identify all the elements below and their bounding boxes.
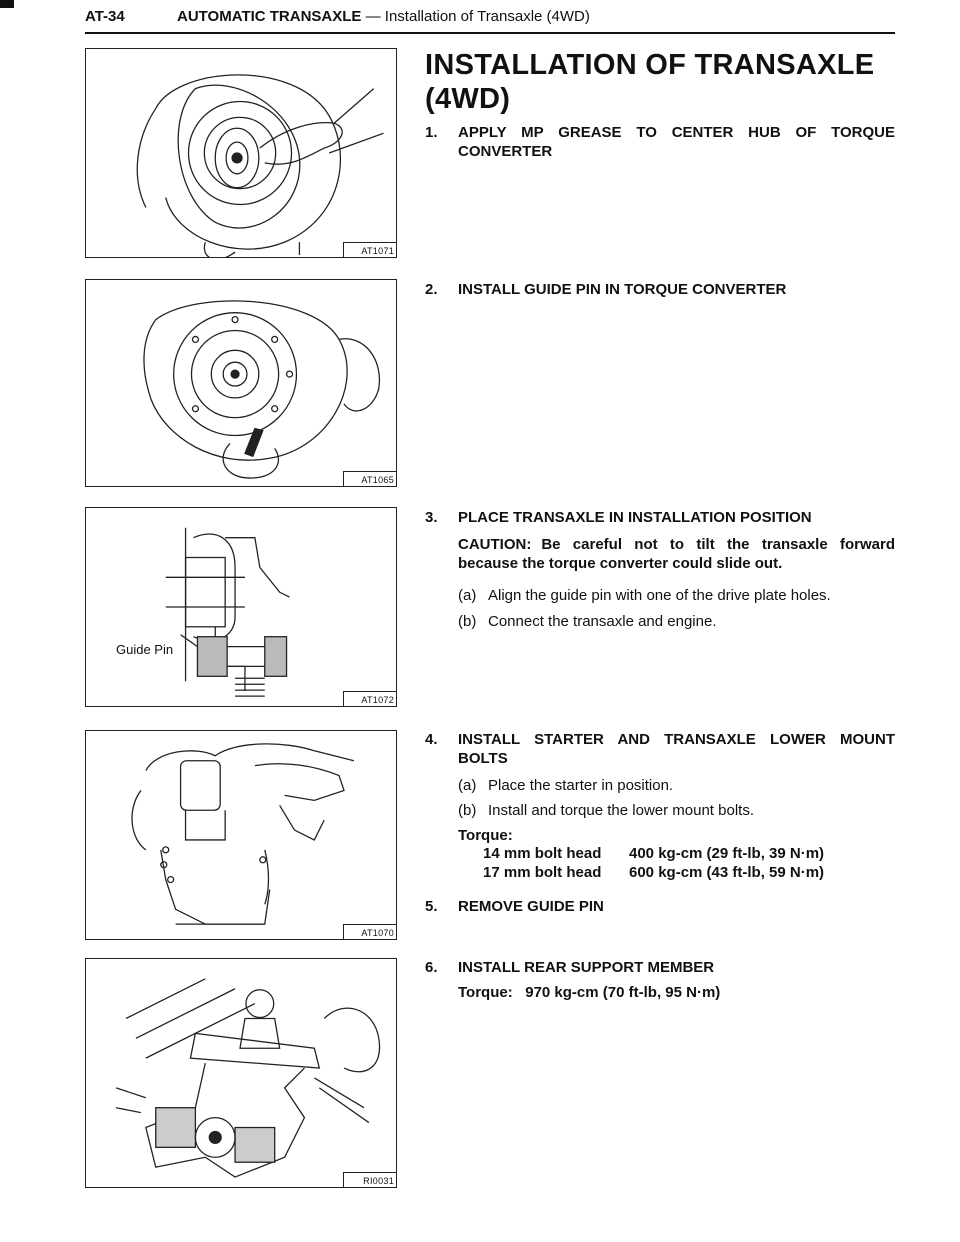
substep-text: Connect the transaxle and engine. [488, 613, 717, 630]
torque-label: Torque: [458, 984, 513, 1001]
figure-code: RI0031 [363, 1176, 394, 1186]
substep-mark: (a) [458, 587, 477, 604]
step-number: 5. [425, 898, 438, 915]
torque-spec-row [483, 845, 825, 862]
page-title: INSTALLATION OF TRANSAXLE (4WD) [425, 49, 875, 115]
torque-spec-row [483, 864, 825, 881]
torque-value: 970 kg-cm (70 ft-lb, 95 N·m) [525, 984, 721, 1001]
guide-pin-label: Guide Pin [116, 642, 174, 657]
starter-mount-illustration [86, 731, 396, 939]
step-number: 1. [425, 124, 438, 141]
step-heading: INSTALL GUIDE PIN IN TORQUE CONVERTER [458, 281, 787, 298]
page-header [85, 6, 895, 34]
guide-pin-install-illustration [86, 280, 396, 486]
step-number: 6. [425, 959, 438, 976]
figure-code: AT1065 [361, 475, 394, 485]
figure-code: AT1071 [361, 246, 394, 256]
page-corner-mark [0, 0, 14, 8]
step-number: 3. [425, 509, 438, 526]
torque-converter-grease-illustration [86, 49, 396, 257]
figure-torque-converter [85, 48, 397, 258]
header-separator: — [361, 8, 385, 25]
step-heading: APPLY MP GREASE TO CENTER HUB OF TORQUE CONVERTER [458, 124, 895, 160]
step-heading: PLACE TRANSAXLE IN INSTALLATION POSITION [458, 509, 812, 526]
substep-mark: (b) [458, 613, 477, 630]
torque-row [458, 984, 720, 1001]
header-subsection: Installation of Transaxle (4WD) [384, 8, 590, 25]
header-title [177, 8, 590, 25]
figure-rear-support [85, 958, 397, 1188]
substep-mark: (a) [458, 777, 477, 794]
substep-mark: (b) [458, 802, 477, 819]
figure-code: AT1070 [361, 928, 394, 938]
figure-starter-mount [85, 730, 397, 940]
caution-note [458, 535, 895, 573]
torque-spec-item: 14 mm bolt head [483, 845, 602, 862]
torque-label: Torque: [458, 827, 513, 844]
caution-label: CAUTION: [458, 536, 532, 553]
step-heading: REMOVE GUIDE PIN [458, 898, 604, 915]
caution-text: Be careful not to tilt the transaxle forward because the torque converter could slide out. [458, 536, 895, 572]
torque-spec-value: 600 kg-cm (43 ft-lb, 59 N·m) [629, 864, 825, 881]
figure-guide-pin [85, 279, 397, 487]
figure-installation-position [85, 507, 397, 707]
step-number: 4. [425, 731, 438, 748]
page-number: AT-34 [85, 8, 125, 25]
step-number: 2. [425, 281, 438, 298]
substep-text: Install and torque the lower mount bolts. [488, 802, 754, 819]
header-section: AUTOMATIC TRANSAXLE [177, 8, 362, 25]
rear-support-member-illustration [86, 959, 396, 1187]
torque-spec-value: 400 kg-cm (29 ft-lb, 39 N·m) [629, 845, 825, 862]
torque-spec-item: 17 mm bolt head [483, 864, 602, 881]
transaxle-position-diagram [86, 508, 396, 706]
step-heading: INSTALL REAR SUPPORT MEMBER [458, 959, 715, 976]
figure-code: AT1072 [361, 695, 394, 705]
substep-text: Place the starter in position. [488, 777, 674, 794]
substep-text: Align the guide pin with one of the drive plate holes. [488, 587, 831, 604]
step-heading: INSTALL STARTER AND TRANSAXLE LOWER MOUNT BOLTS [458, 731, 895, 767]
